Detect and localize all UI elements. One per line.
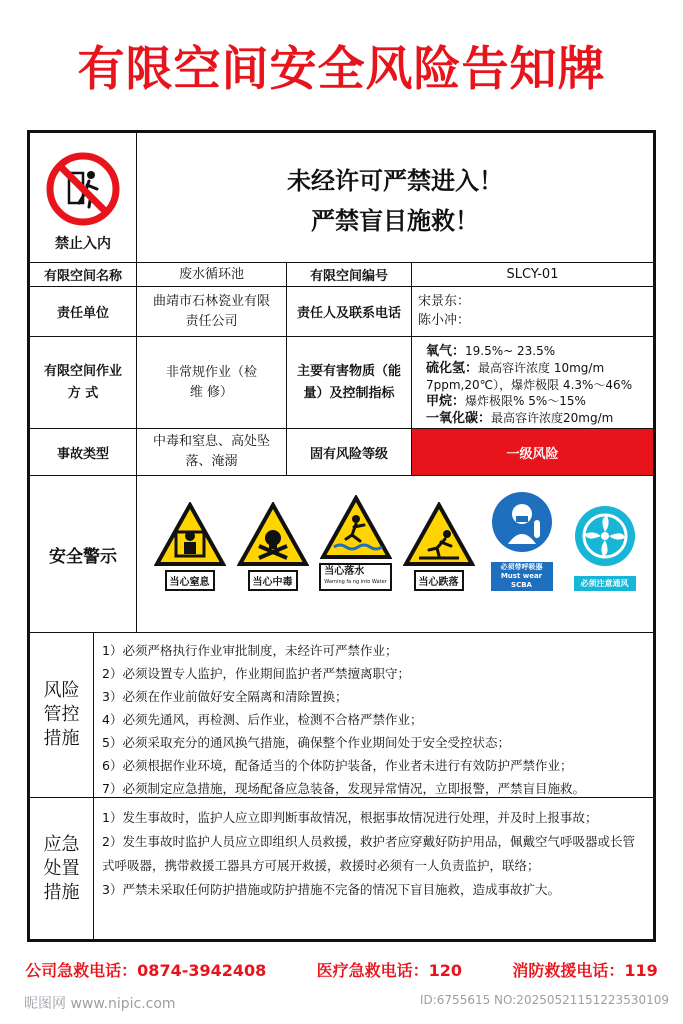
contact-values bbox=[412, 287, 653, 337]
no-entry-cell bbox=[30, 133, 137, 263]
space-id-value: SLCY-01 bbox=[412, 263, 653, 287]
fire-phone: 消防救援电话：119 bbox=[512, 961, 658, 980]
company-phone: 公司急救电话：0874-3942408 bbox=[25, 961, 267, 980]
emergency-phone-footer bbox=[0, 958, 683, 988]
risk-board bbox=[27, 130, 656, 942]
control-measures-list bbox=[94, 633, 653, 798]
sign-caption: 必须注意通风 bbox=[574, 576, 636, 591]
space-name-value: 废水循环池 bbox=[137, 263, 287, 287]
work-mode-value: 非常规作业（检 维 修） bbox=[137, 337, 287, 429]
control-item: 6）必须根据作业环境，配备适当的个体防护装备，作业者未进行有效防护严禁作业； bbox=[102, 758, 573, 773]
sign-caption: 当心落水 Warning fa ng into Water bbox=[319, 563, 391, 591]
hazard-label: 主要有害物质（能量）及控制指标 bbox=[287, 337, 412, 429]
hazard-h2s: 硫化氢：最高容许浓度 10mg/m 7ppm,20℃），爆炸极限 4.3%～46% bbox=[426, 361, 633, 392]
hazard-oxygen: 氧气：19.5%~ 23.5% bbox=[426, 344, 556, 359]
respirator-icon bbox=[490, 490, 554, 560]
fall-icon bbox=[403, 502, 475, 568]
hazard-methane: 甲烷：爆炸极限% 5%～15% bbox=[426, 394, 586, 409]
emergency-item: 1）发生事故时，监护人应立即判断事故情况，根据事故情况进行处理，并及时上报事故； bbox=[102, 810, 598, 825]
emergency-item: 3）严禁未采取任何防护措施或防护措施不完备的情况下盲目施救，造成事故扩大。 bbox=[102, 882, 560, 897]
responsible-unit-value: 曲靖市石林瓷业有限责任公司 bbox=[137, 287, 287, 337]
work-mode-label: 有限空间作业方 式 bbox=[30, 337, 137, 429]
emergency-item: 2）发生事故时监护人员应立即组织人员救援，救护者应穿戴好防护用品，佩戴空气呼吸器或长管式呼吸器，携带救援工器具方可展开救援，救援时必须有一人负责监护，联络； bbox=[102, 834, 635, 873]
watermark-id: ID:6755615 NO:20250521151223530109 bbox=[419, 993, 669, 1007]
ventilation-icon bbox=[573, 504, 637, 574]
risk-level-value: 一级风险 bbox=[412, 429, 653, 476]
page-title: 有限空间安全风险告知牌 bbox=[77, 42, 606, 97]
safety-signs bbox=[137, 476, 653, 633]
control-item: 5）必须采取充分的通风换气措施，确保整个作业期间处于安全受控状态； bbox=[102, 735, 510, 750]
headline-line-1: 未经许可严禁进入！ bbox=[287, 167, 503, 195]
sign-caption: 当心跌落 bbox=[414, 570, 464, 591]
poison-icon bbox=[237, 502, 309, 568]
sign-drowning bbox=[319, 495, 392, 591]
sign-caption: 当心窒息 bbox=[165, 570, 215, 591]
space-id-label: 有限空间编号 bbox=[287, 263, 412, 287]
control-item: 2）必须设置专人监护，作业期间监护者严禁擅离职守； bbox=[102, 666, 410, 681]
emergency-measures-list bbox=[94, 798, 653, 939]
space-name-label: 有限空间名称 bbox=[30, 263, 137, 287]
sign-poison bbox=[236, 502, 309, 591]
control-measures-label: 风险管控措施 bbox=[30, 633, 94, 798]
accident-type-value: 中毒和窒息、高处坠落、淹溺 bbox=[137, 429, 287, 476]
accident-type-label: 事故类型 bbox=[30, 429, 137, 476]
medical-phone: 医疗急救电话：120 bbox=[316, 961, 463, 980]
control-item: 3）必须在作业前做好安全隔离和清除置换； bbox=[102, 689, 348, 704]
control-item: 1）必须严格执行作业审批制度，未经许可严禁作业； bbox=[102, 643, 398, 658]
sign-respirator bbox=[485, 490, 558, 591]
hazard-list bbox=[412, 337, 653, 429]
headline-cell bbox=[137, 133, 653, 263]
sign-caption: 当心中毒 bbox=[248, 570, 298, 591]
contact-1: 宋景东： bbox=[418, 294, 471, 309]
no-entry-icon bbox=[45, 151, 121, 227]
control-item: 4）必须先通风，再检测、后作业，检测不合格严禁作业； bbox=[102, 712, 423, 727]
safety-warning-label: 安全警示 bbox=[30, 476, 137, 633]
sign-fall bbox=[402, 502, 475, 591]
contact-2: 陈小冲： bbox=[418, 313, 471, 328]
sign-ventilation bbox=[568, 504, 641, 591]
suffocation-icon bbox=[154, 502, 226, 568]
sign-suffocation bbox=[153, 502, 226, 591]
hazard-co: 一氧化碳：最高容许浓度20mg/m bbox=[426, 411, 614, 426]
sign-caption: 必须带呼吸器 Must wear SCBA bbox=[491, 562, 553, 591]
watermark: 昵图网 www.nipic.com bbox=[24, 996, 176, 1012]
drowning-icon bbox=[320, 495, 392, 561]
control-item: 7）必须制定应急措施，现场配备应急装备，发现异常情况，立即报警，严禁盲目施救。 bbox=[102, 781, 585, 796]
responsible-unit-label: 责任单位 bbox=[30, 287, 137, 337]
contact-label: 责任人及联系电话 bbox=[287, 287, 412, 337]
emergency-measures-label: 应急处置措施 bbox=[30, 798, 94, 939]
no-entry-label: 禁止入内 bbox=[55, 236, 111, 252]
risk-level-label: 固有风险等级 bbox=[287, 429, 412, 476]
headline-line-2: 严禁盲目施救！ bbox=[311, 207, 479, 235]
